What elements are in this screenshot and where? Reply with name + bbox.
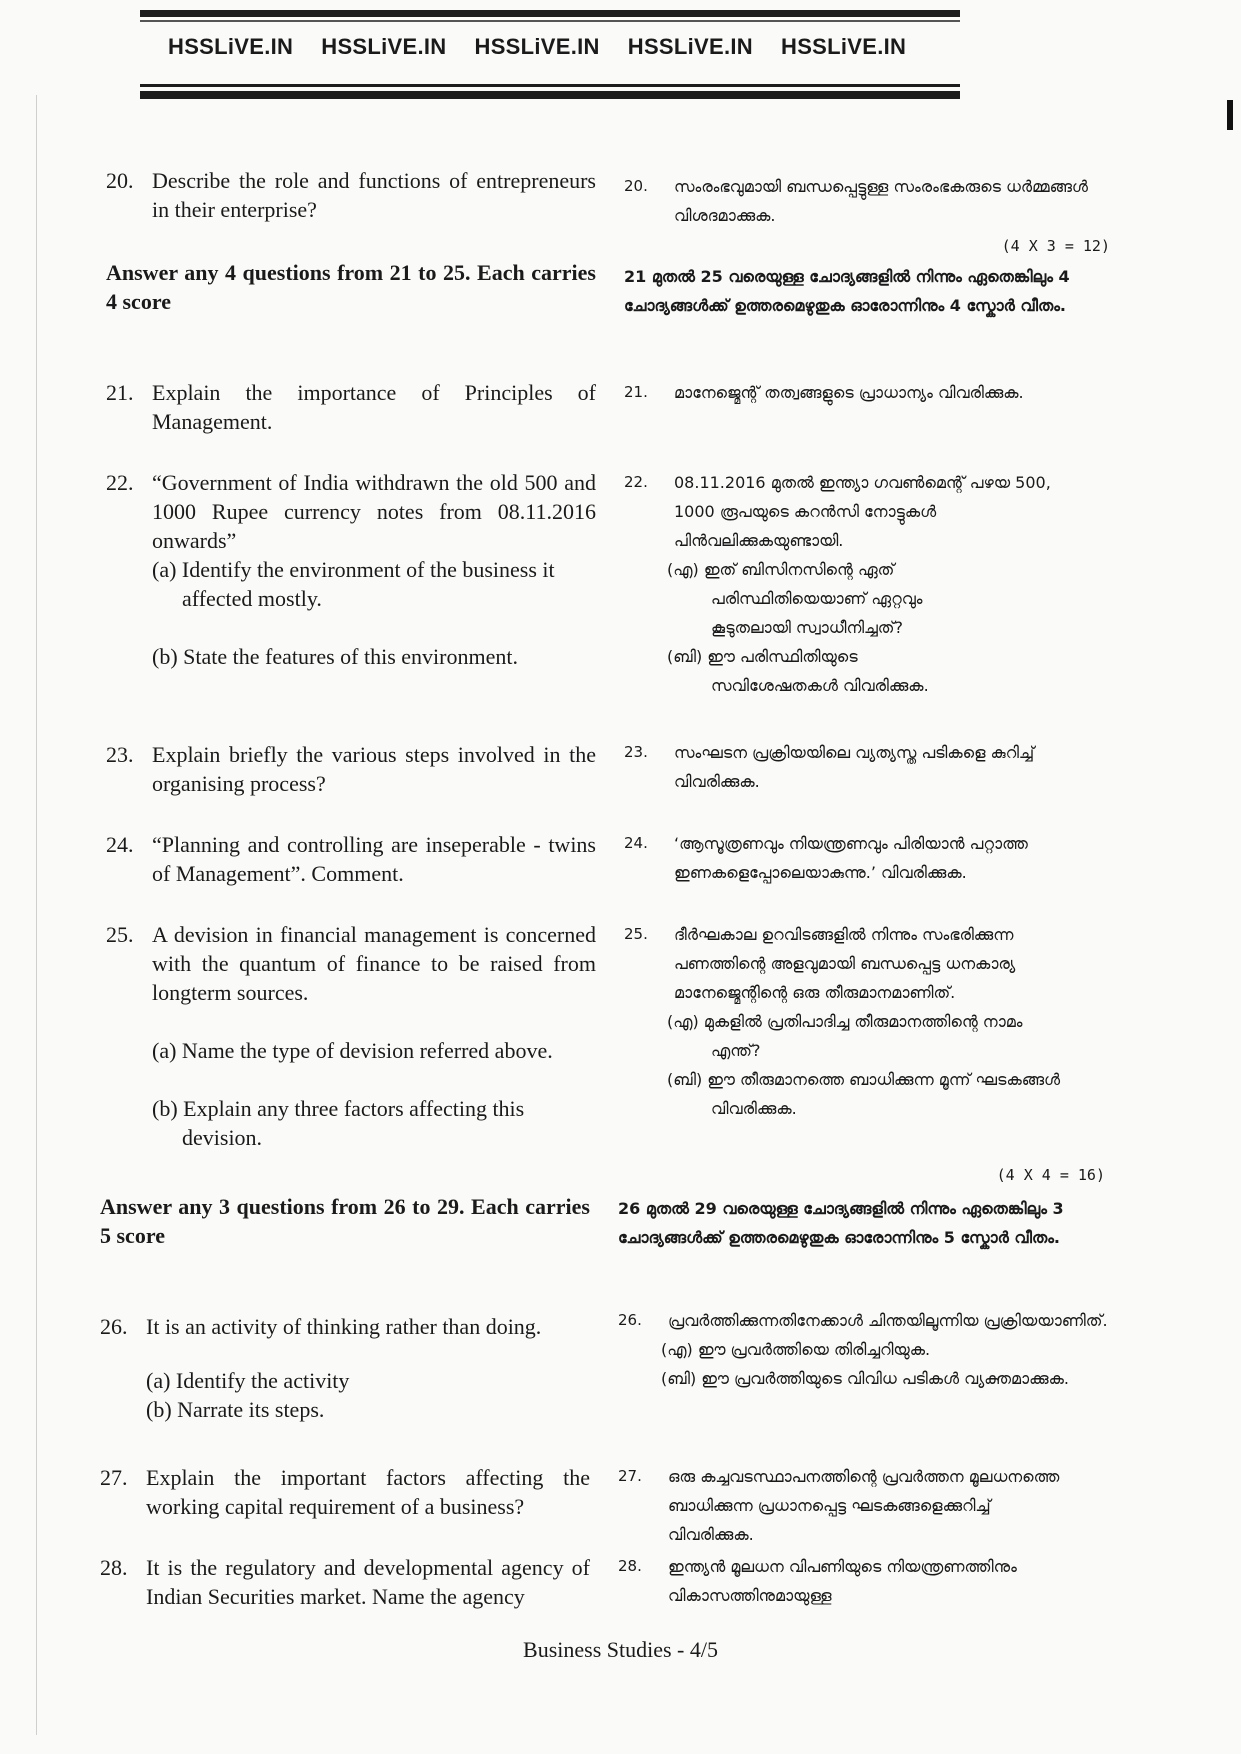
question-number: 23. <box>106 742 134 767</box>
sub-question-a: (എ) ഈ പ്രവർത്തിയെ തിരിച്ചറിയുക. <box>661 1340 931 1359</box>
question-25-en <box>106 920 596 1152</box>
question-number: 24. <box>624 834 648 852</box>
section-instruction-en: Answer any 4 questions from 21 to 25. Each carries 4 score <box>106 260 596 314</box>
site-label: HSSLiVE.IN <box>781 34 907 59</box>
question-text: Explain briefly the various steps involved in the organising process? <box>152 742 596 796</box>
question-22-ml <box>624 468 1094 700</box>
question-text: “Planning and controlling are inseperable - twins of Management”. Comment. <box>152 832 596 886</box>
question-number: 26. <box>618 1311 642 1329</box>
section-instruction-ml: 21 മുതൽ 25 വരെയുള്ള ചോദ്യങ്ങളിൽ നിന്നും ഏതെങ്കിലും 4 ചോദ്യങ്ങൾക്ക് ഉത്തരമെഴുതുക ഓരോന്നിനും 4 സ്കോർ വീതം. <box>624 267 1070 315</box>
scan-mark <box>1227 100 1233 130</box>
question-20-ml <box>624 172 1104 230</box>
site-banner <box>168 34 958 60</box>
sub-question-a: (a) Name the type of devision referred above. <box>152 1038 553 1063</box>
question-number: 25. <box>106 922 134 947</box>
question-text: പ്രവർത്തിക്കുന്നതിനേക്കാൾ ചിന്തയിലൂന്നിയ പ്രക്രിയയാണിത്. <box>668 1311 1108 1330</box>
site-label: HSSLiVE.IN <box>627 34 753 59</box>
sub-question-b: (b) State the features of this environment. <box>152 644 518 669</box>
question-number: 27. <box>618 1467 642 1485</box>
question-text: സംരംഭവുമായി ബന്ധപ്പെട്ടുള്ള സംരംഭകരുടെ ധർമ്മങ്ങൾ വിശദമാക്കുക. <box>674 177 1088 225</box>
section-instruction-en: Answer any 3 questions from 26 to 29. Each carries 5 score <box>100 1194 590 1248</box>
question-21-ml <box>624 378 1074 407</box>
question-text: A devision in financial management is concerned with the quantum of finance to be raised from longterm sources. <box>152 922 596 1005</box>
question-number: 24. <box>106 832 134 857</box>
question-text: Describe the role and functions of entrepreneurs in their enterprise? <box>152 168 596 222</box>
question-number: 20. <box>106 168 134 193</box>
header-rule-bottom <box>140 91 960 99</box>
sub-question-b: (ബി) ഈ തീരുമാനത്തെ ബാധിക്കുന്ന മൂന്ന് ഘടകങ്ങൾ വിവരിക്കുക. <box>667 1070 1061 1118</box>
site-label: HSSLiVE.IN <box>474 34 600 59</box>
question-23-ml <box>624 738 1044 796</box>
header-rule-top-thin <box>140 20 960 22</box>
page-footer: Business Studies - 4/5 <box>523 1637 718 1662</box>
question-number: 22. <box>624 473 648 491</box>
question-21-en <box>106 378 596 436</box>
question-27-ml <box>618 1462 1078 1549</box>
question-text: 08.11.2016 മുതൽ ഇന്ത്യാ ഗവൺമെന്റ് പഴയ 500, 1000 രൂപയുടെ കറൻസി നോട്ടുകൾ പിൻവലിക്കുകയുണ്ടായി. <box>674 473 1051 550</box>
question-text: സംഘടന പ്രക്രിയയിലെ വ്യത്യസ്ത പടികളെ കുറിച്ച് വിവരിക്കുക. <box>674 743 1035 791</box>
question-26-ml <box>618 1306 1108 1393</box>
section-instruction-ml: 26 മുതൽ 29 വരെയുള്ള ചോദ്യങ്ങളിൽ നിന്നും ഏതെങ്കിലും 3 ചോദ്യങ്ങൾക്ക് ഉത്തരമെഴുതുക ഓരോന്നിനും 5 സ്കോർ വീതം. <box>618 1199 1064 1247</box>
question-25-ml <box>624 920 1084 1123</box>
question-text: It is the regulatory and developmental agency of Indian Securities market. Name the agency <box>146 1555 590 1609</box>
question-24-ml <box>624 829 1094 887</box>
question-text: It is an activity of thinking rather than doing. <box>146 1314 542 1339</box>
site-label: HSSLiVE.IN <box>168 34 294 59</box>
score-20: (4 X 3 = 12) <box>1001 237 1110 255</box>
sub-question-b: (ബി) ഈ പ്രവർത്തിയുടെ വിവിധ പടികൾ വ്യക്തമാക്കുക. <box>661 1369 1069 1388</box>
question-text: ഇന്ത്യൻ മൂലധന വിപണിയുടെ നിയന്ത്രണത്തിനും വികാസത്തിനുമായുള്ള <box>668 1557 1017 1605</box>
question-text: “Government of India withdrawn the old 500 and 1000 Rupee currency notes from 08.11.2016 onwards” <box>152 470 596 553</box>
question-text: ‘ആസൂത്രണവും നിയന്ത്രണവും പിരിയാൻ പറ്റാത്ത ഇണകളെപ്പോലെയാകുന്നു.’ വിവരിക്കുക. <box>674 834 1028 882</box>
question-number: 28. <box>618 1557 642 1575</box>
question-number: 21. <box>106 380 134 405</box>
question-20-en <box>106 166 596 224</box>
question-text: Explain the important factors affecting the working capital requirement of a business? <box>146 1465 590 1519</box>
sub-question-a: (എ) ഇത് ബിസിനസിന്റെ ഏത് പരിസ്ഥിതിയെയാണ് ഏറ്റവും കൂടുതലായി സ്വാധീനിച്ചത്? <box>667 560 923 637</box>
sub-question-b: (b) Explain any three factors affecting this devision. <box>152 1096 525 1150</box>
sub-question-a: (a) Identify the activity <box>146 1368 350 1393</box>
scan-edge-line <box>36 95 37 1735</box>
question-text: മാനേജ്മെന്റ് തത്വങ്ങളുടെ പ്രാധാന്യം വിവരിക്കുക. <box>674 383 1024 402</box>
score-25: (4 X 4 = 16) <box>996 1166 1105 1184</box>
sub-question-a: (a) Identify the environment of the business it affected mostly. <box>152 557 555 611</box>
sub-question-a: (എ) മുകളിൽ പ്രതിപാദിച്ച തീരുമാനത്തിന്റെ നാമം എന്ത്? <box>667 1012 1023 1060</box>
question-28-en <box>100 1553 590 1611</box>
question-26-en <box>100 1312 590 1424</box>
question-24-en <box>106 830 596 888</box>
question-28-ml <box>618 1552 1088 1610</box>
header-rule-top <box>140 10 960 17</box>
question-text: ദീർഘകാല ഉറവിടങ്ങളിൽ നിന്നും സംഭരിക്കുന്ന പണത്തിന്റെ അളവുമായി ബന്ധപ്പെട്ട ധനകാര്യ മാനേജ്മെന്റിന്റെ ഒരു തീരുമാനമാണിത്. <box>674 925 1016 1002</box>
question-number: 28. <box>100 1555 128 1580</box>
question-text: Explain the importance of Principles of Management. <box>152 380 596 434</box>
question-text: ഒരു കച്ചവടസ്ഥാപനത്തിന്റെ പ്രവർത്തന മൂലധനത്തെ ബാധിക്കുന്ന പ്രധാനപ്പെട്ട ഘടകങ്ങളെക്കുറിച്ച് വിവരിക്കുക. <box>668 1467 1060 1544</box>
question-number: 26. <box>100 1314 128 1339</box>
question-number: 21. <box>624 383 648 401</box>
question-23-en <box>106 740 596 798</box>
question-27-en <box>100 1463 590 1521</box>
sub-question-b: (b) Narrate its steps. <box>146 1397 325 1422</box>
header-rule-bottom-thin <box>140 84 960 87</box>
question-number: 23. <box>624 743 648 761</box>
question-number: 20. <box>624 177 648 195</box>
site-label: HSSLiVE.IN <box>321 34 447 59</box>
question-number: 27. <box>100 1465 128 1490</box>
sub-question-b: (ബി) ഈ പരിസ്ഥിതിയുടെ സവിശേഷതകൾ വിവരിക്കുക. <box>667 647 929 695</box>
question-22-en <box>106 468 596 671</box>
question-number: 22. <box>106 470 134 495</box>
question-number: 25. <box>624 925 648 943</box>
